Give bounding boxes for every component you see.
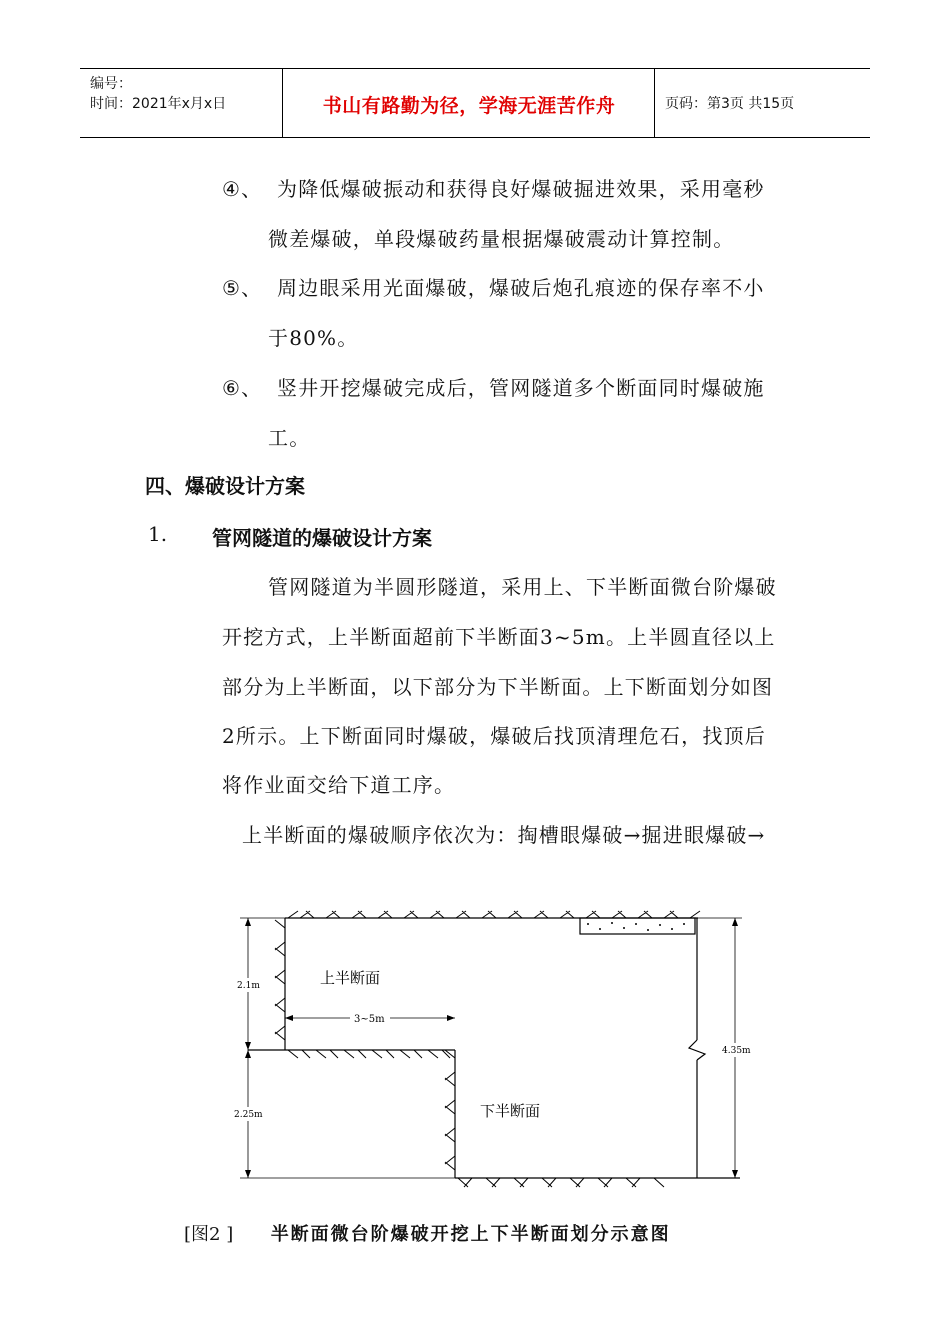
list-item-text: 微差爆破，单段爆破药量根据爆破震动计算控制。: [268, 227, 735, 251]
figure-number: [图2 ]: [184, 1224, 234, 1245]
dim-label-upper: 2.1m: [237, 981, 260, 991]
page-number-info: 页码：第3页 共15页: [665, 96, 795, 112]
list-item-marker: ④、: [222, 177, 263, 201]
list-item-text: 于80%。: [268, 326, 359, 350]
figure-caption: [184, 1220, 671, 1246]
page-header: [80, 68, 870, 138]
hatch-top: [288, 911, 700, 918]
hatch-step: [288, 1050, 450, 1058]
paragraph-line: 上半断面的爆破顺序依次为：掏槽眼爆破→掘进眼爆破→: [242, 823, 766, 847]
list-item-text: 竖井开挖爆破完成后，管网隧道多个断面同时爆破施: [277, 376, 765, 400]
dim-label-lower: 2.25m: [234, 1110, 263, 1120]
paragraph-line: 管网隧道为半圆形隧道，采用上、下半断面微台阶爆破: [268, 575, 777, 599]
paragraph-line: 开挖方式，上半断面超前下半断面3~5m。上半圆直径以上: [222, 625, 776, 649]
document-number: 编号：: [90, 76, 132, 92]
list-item-text: 为降低爆破振动和获得良好爆破掘进效果，采用毫秒: [277, 177, 765, 201]
subsection-title: 管网隧道的爆破设计方案: [212, 526, 432, 550]
header-divider: [654, 69, 655, 137]
upper-section-label: 上半断面: [320, 969, 381, 987]
paragraph-line: 部分为上半断面，以下部分为下半断面。上下断面划分如图: [222, 675, 774, 699]
arrowheads: [245, 918, 738, 1178]
concrete-slab: [580, 918, 695, 934]
hatch-left-upper: [275, 920, 285, 1040]
subsection-number: 1.: [148, 522, 168, 546]
header-meta: [80, 69, 282, 137]
paragraph-line: 将作业面交给下道工序。: [222, 773, 456, 797]
section-diagram: [230, 900, 770, 1205]
document-date: 时间：2021年x月x日: [90, 96, 227, 112]
list-item-text: 工。: [268, 426, 311, 450]
dim-label-step: 3~5m: [354, 1014, 385, 1025]
list-item-text: 周边眼采用光面爆破，爆破后炮孔痕迹的保存率不小: [277, 276, 765, 300]
dim-label-total: 4.35m: [722, 1046, 751, 1056]
list-item-marker: ⑤、: [222, 276, 263, 300]
paragraph-line: 2所示。上下断面同时爆破，爆破后找顶清理危石，找顶后: [222, 724, 766, 748]
lower-section-label: 下半断面: [480, 1102, 541, 1120]
hatch-bottom: [458, 1178, 664, 1187]
list-item-marker: ⑥、: [222, 376, 263, 400]
section-heading: 四、爆破设计方案: [145, 474, 305, 498]
header-divider: [282, 69, 283, 137]
slab-dots: [587, 922, 685, 931]
break-symbol: [689, 1040, 705, 1060]
figure-title: 半断面微台阶爆破开挖上下半断面划分示意图: [270, 1224, 671, 1245]
hatch-lower-face: [445, 1050, 455, 1170]
header-motto: 书山有路勤为径，学海无涯苦作舟: [322, 95, 616, 117]
